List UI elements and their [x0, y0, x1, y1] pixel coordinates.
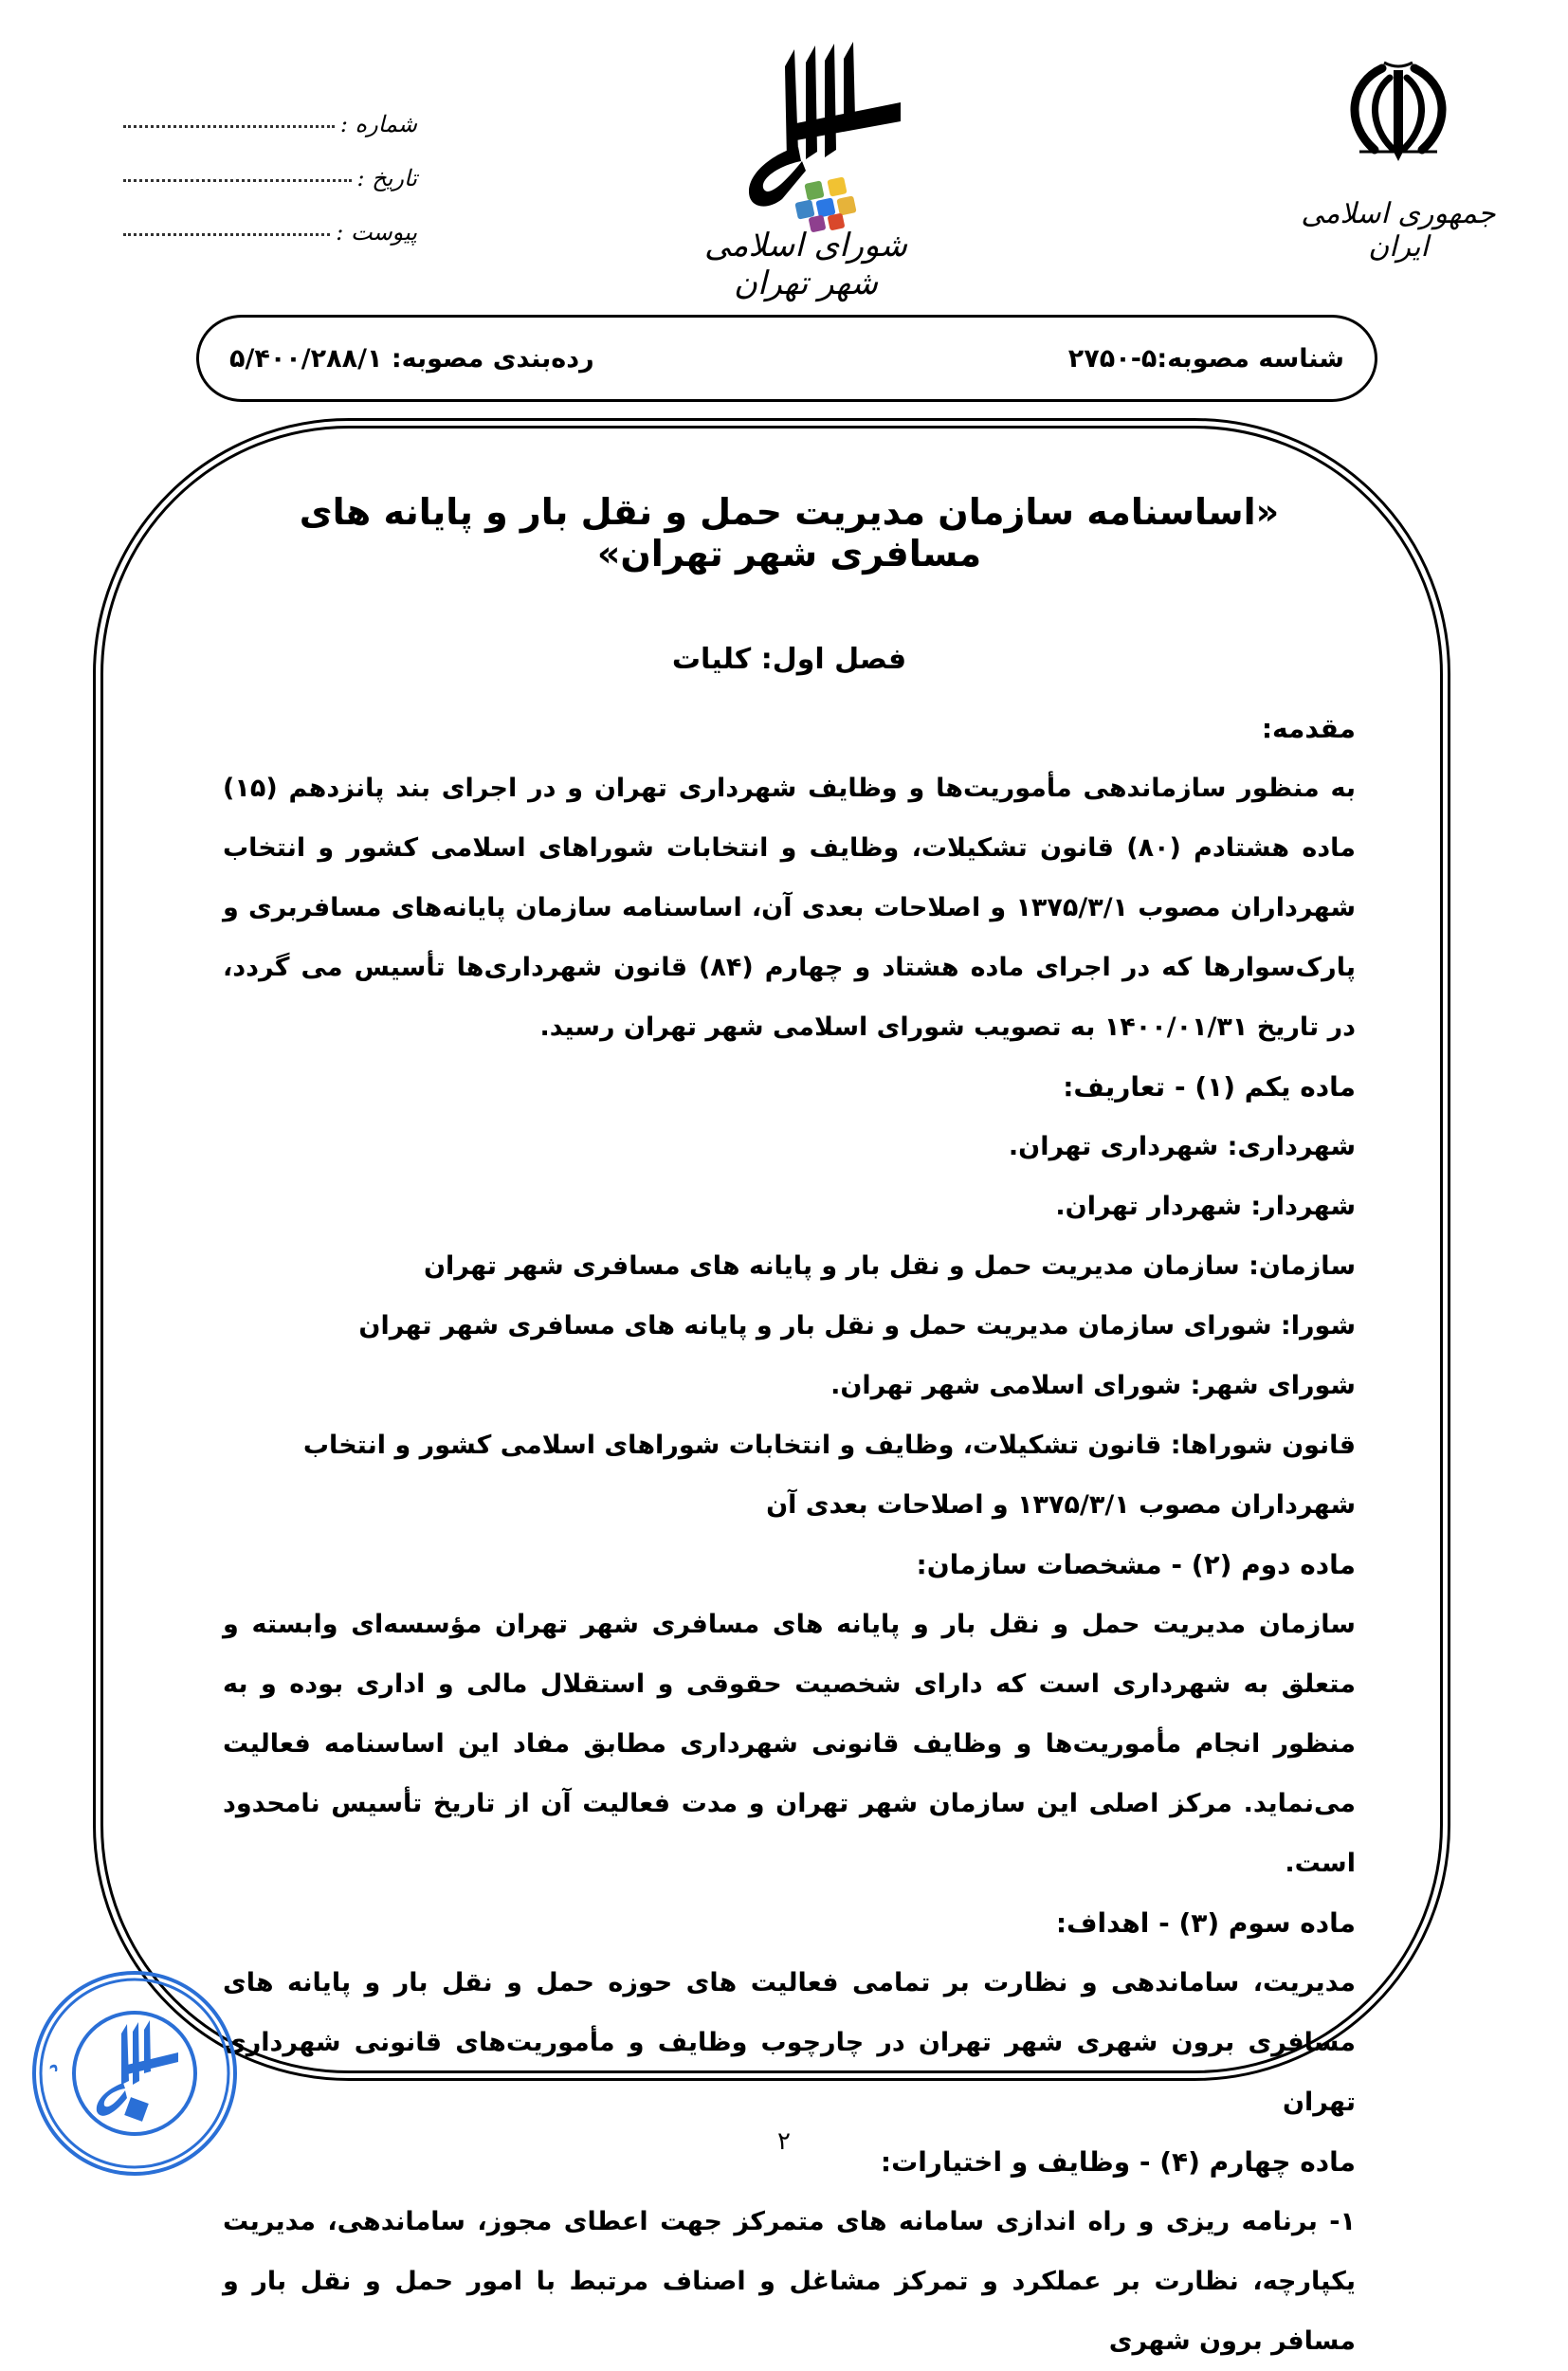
date-label: تاریخ :	[356, 165, 417, 192]
approval-classification: رده‌بندی مصوبه: ۵/۴۰۰/۲۸۸/۱	[229, 343, 594, 374]
definition-item	[223, 1356, 1356, 1415]
attachment-dotted-line	[123, 233, 330, 236]
article-4-heading: ماده چهارم (۴) - وظایف و اختیارات:	[880, 2146, 1356, 2178]
letterhead-fields	[123, 83, 417, 246]
definition-item	[223, 1117, 1356, 1176]
page-number: ۲	[777, 2127, 791, 2156]
intro-paragraph: به منظور سازماندهی مأموریت‌ها و وظایف شهرداری تهران و در اجرای بند پانزدهم (۱۵) ماده هشتادم (۸۰) قانون تشکیلات، وظایف و انتخابات شوراهای اسلامی کشور و انتخاب شهرداران مصوب ۱۳۷۵/۳/۱ و اصلاحات بعدی آن، اساسنامه سازمان پایانه‌های مسافربری و پارک‌سوارها که در اجرای ماده هشتاد و چهارم (۸۴) قانون شهرداری‌ها تأسیس می گردد، در تاریخ ۱۴۰۰/۰۱/۳۱ به تصویب شورای اسلامی شهر تهران رسید.	[223, 774, 1357, 1042]
number-dotted-line	[123, 125, 335, 128]
date-dotted-line	[123, 179, 352, 182]
council-stamp	[28, 1967, 242, 2180]
article-4-item-1: ۱- برنامه ریزی و راه اندازی سامانه های متمرکز جهت اعطای مجوز، ساماندهی، مدیریت یکپارچه، نظارت بر عملکرد و تمرکز مشاغل و اصناف مرتبط با امور حمل و نقل بار و مسافر برون شهری	[223, 2207, 1356, 2356]
definition-term: شورا:	[1280, 1311, 1356, 1341]
article-1-heading: ماده یکم (۱) - تعاریف:	[1063, 1071, 1356, 1103]
definition-value: شورای اسلامی شهر تهران.	[830, 1371, 1182, 1400]
definition-term: شورای شهر:	[1190, 1371, 1356, 1400]
definition-value: شهردار تهران.	[1055, 1192, 1242, 1221]
definition-item	[223, 1176, 1356, 1236]
council-logo-text: شورای اسلامی شهر تهران	[703, 227, 908, 302]
definition-term: قانون شوراها:	[1170, 1431, 1356, 1460]
article-2-heading: ماده دوم (۲) - مشخصات سازمان:	[916, 1549, 1356, 1580]
intro-heading: مقدمه:	[1261, 713, 1356, 744]
definition-value: سازمان مدیریت حمل و نقل بار و پایانه های مسافری شهر تهران	[423, 1251, 1240, 1281]
definition-item	[223, 1236, 1356, 1296]
definition-value: شورای سازمان مدیریت حمل و نقل بار و پایانه های مسافری شهر تهران	[358, 1311, 1272, 1341]
article-3-paragraph: مدیریت، ساماندهی و نظارت بر تمامی فعالیت های حوزه حمل و نقل بار و پایانه های مسافری برون شهری شهر تهران در چارچوب وظایف و مأموریت‌های قانونی شهرداری تهران	[223, 1968, 1356, 2117]
definition-term: سازمان:	[1249, 1251, 1356, 1281]
number-field	[123, 83, 417, 137]
article-3-heading: ماده سوم (۳) - اهداف:	[1055, 1907, 1356, 1939]
emblem-icon	[1337, 57, 1460, 161]
definition-item	[223, 1415, 1356, 1535]
number-label: شماره :	[339, 111, 417, 137]
approval-header-box	[196, 315, 1377, 402]
approval-id: شناسه مصوبه:۵-۲۷۵۰	[1067, 343, 1344, 374]
definition-value: قانون تشکیلات، وظایف و انتخابات شوراهای اسلامی کشور و انتخاب شهرداران مصوب ۱۳۷۵/۳/۱ و اصلاحات بعدی آن	[302, 1431, 1356, 1520]
stamp-text: د	[41, 2062, 63, 2073]
council-calligraphy-icon	[711, 28, 901, 232]
attachment-label: پیوست :	[336, 219, 417, 246]
definition-value: شهرداری تهران.	[1008, 1132, 1219, 1161]
stamp-seal-icon	[28, 1967, 242, 2180]
date-field	[123, 137, 417, 192]
emblem-text: جمهوری اسلامی ایران	[1301, 197, 1496, 264]
definition-term: شهرداری:	[1227, 1132, 1356, 1161]
council-logo	[683, 28, 929, 313]
document-body	[223, 491, 1356, 2371]
national-emblem	[1280, 57, 1517, 264]
attachment-field	[123, 192, 417, 246]
definition-term: شهردار:	[1250, 1192, 1356, 1221]
article-2-paragraph: سازمان مدیریت حمل و نقل بار و پایانه های مسافری شهر تهران مؤسسه‌ای وابسته و متعلق به شهرداری است که دارای شخصیت حقوقی و استقلال مالی و اداری بوده و به منظور انجام مأموریت‌ها و وظایف قانونی شهرداری مطابق مفاد این اساسنامه فعالیت می‌نماید. مرکز اصلی این سازمان شهر تهران و مدت فعالیت آن از تاریخ تأسیس نامحدود است.	[223, 1610, 1356, 1878]
definition-item	[223, 1296, 1356, 1356]
document-title: «اساسنامه سازمان مدیریت حمل و نقل بار و پایانه های مسافری شهر تهران»	[299, 491, 1280, 575]
colored-tiles-icon	[794, 176, 856, 232]
chapter-heading: فصل اول: کلیات	[671, 643, 907, 676]
